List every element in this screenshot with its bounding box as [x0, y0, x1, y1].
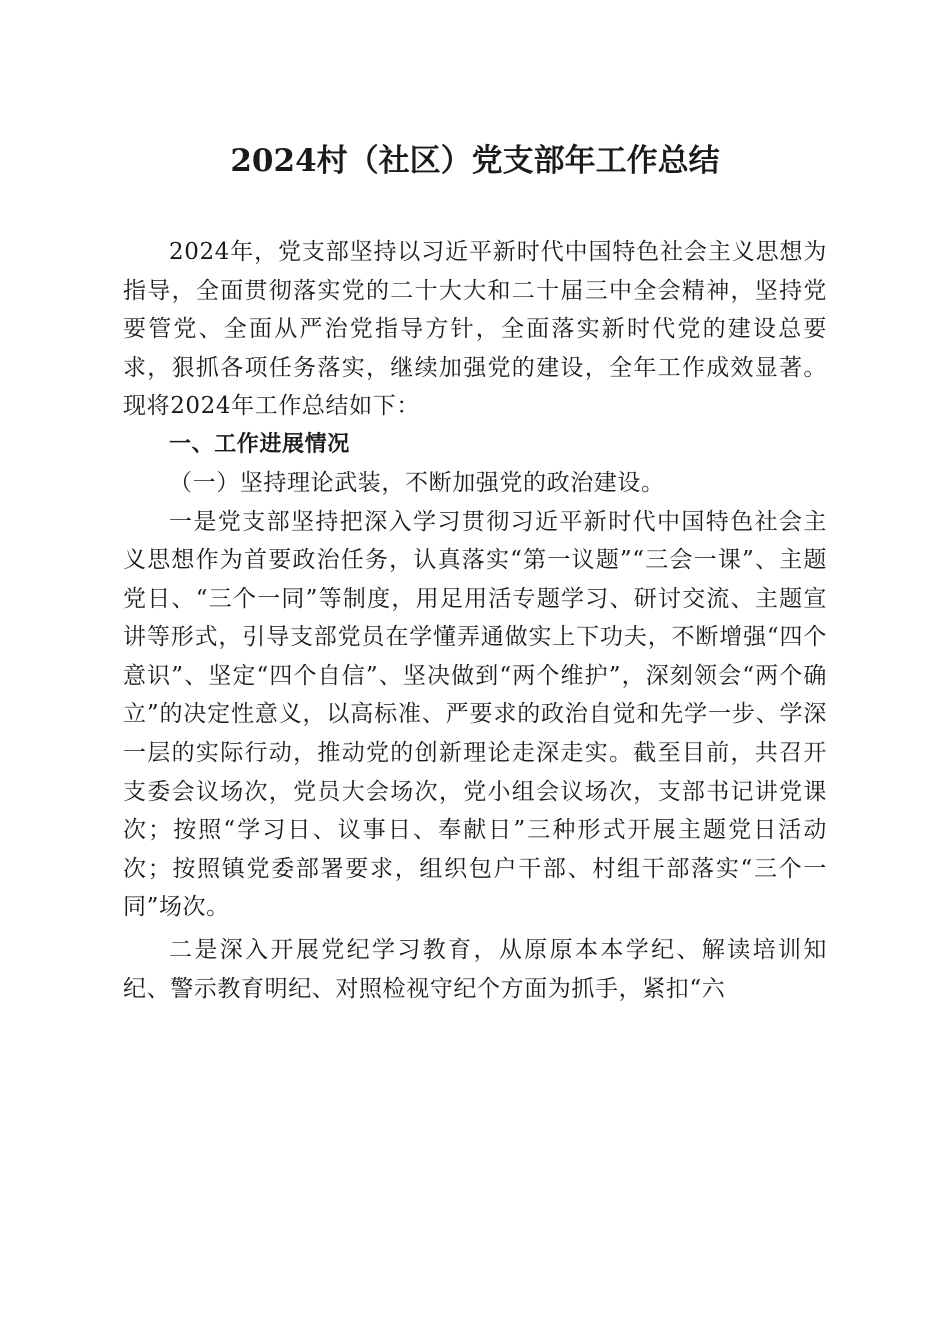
- paragraph-intro: 2024年，党支部坚持以习近平新时代中国特色社会主义思想为指导，全面贯彻落实党的二十大大和二十届三中全会精神，坚持党要管党、全面从严治党指导方针，全面落实新时代党的建设总要求，狠抓各项任务落实，继续加强党的建设，全年工作成效显著。现将2024年工作总结如下：: [123, 239, 827, 419]
- subsection-heading: （一）坚持理论武装，不断加强党的政治建设。: [169, 470, 665, 496]
- paragraph-point-1: 一是党支部坚持把深入学习贯彻习近平新时代中国特色社会主义思想作为首要政治任务，认真落实“第一议题”“三会一课”、主题党日、“三个一同”等制度，用足用活专题学习、研讨交流、主题宣讲等形式，引导支部党员在学懂弄通做实上下功夫，不断增强“四个意识”、坚定“四个自信”、坚决做到“两个维护”，深刻领会“两个确立”的决定性意义，以高标准、严要求的政治自觉和先学一步、学深一层的实际行动，推动党的创新理论走深走实。截至目前，共召开支委会议场次，党员大会场次，党小组会议场次，支部书记讲党课次；按照“学习日、议事日、奉献日”三种形式开展主题党日活动次；按照镇党委部署要求，组织包户干部、村组干部落实“三个一同”场次。: [123, 508, 827, 921]
- document-body: [123, 233, 827, 1008]
- document-title: 2024村（社区）党支部年工作总结: [230, 143, 720, 179]
- paragraph-point-2: 二是深入开展党纪学习教育，从原原本本学纪、解读培训知纪、警示教育明纪、对照检视守纪个方面为抓手，紧扣“六: [123, 937, 827, 1002]
- section-heading: 一、工作进展情况: [169, 431, 350, 457]
